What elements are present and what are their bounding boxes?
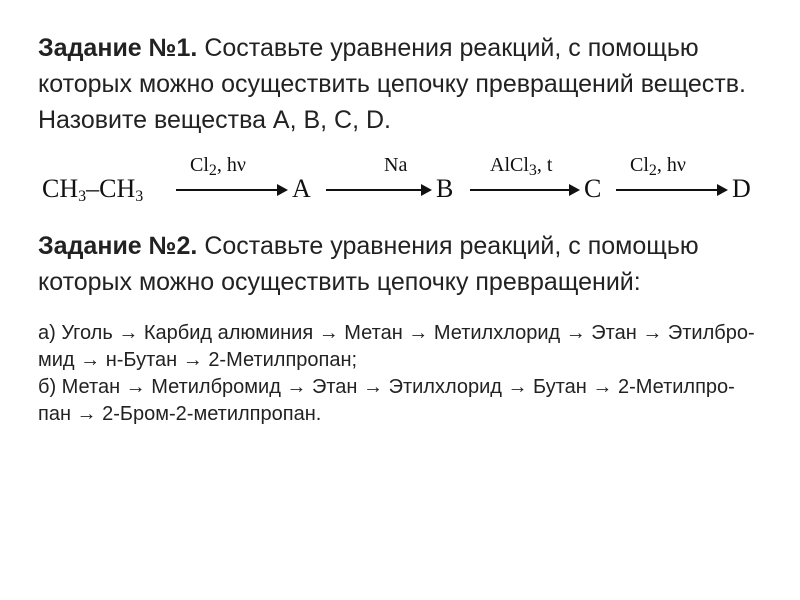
list-item-b-line-2: пан → 2-Бром-2-метилпропан. — [38, 403, 322, 425]
chain-arrow-1 — [176, 189, 286, 191]
chain-product-c: C — [584, 174, 602, 203]
chain-step-1-label: $Cl_2$, hν — [190, 154, 246, 179]
chain-product-d: D — [732, 174, 751, 203]
chain-product-b: B — [436, 174, 454, 203]
list-item-a-line-2: мид → н-Бутан → 2-Метилпропан; — [38, 349, 358, 371]
chain-arrow-2 — [326, 189, 430, 191]
list-item-a-line-1: а) Уголь → Карбид алюминия → Метан → Метилхлорид → Этан → Этилбро- — [38, 322, 755, 344]
task-2-heading: Задание №2. — [38, 232, 198, 260]
chain-product-a: A — [292, 174, 311, 203]
chain-step-4-label: $Cl_2$, hν — [630, 154, 686, 179]
chain-start-formula: $CH_3-CH_3$ — [42, 174, 144, 205]
task-1-text: Составьте уравнения реакций, с помощью которых можно осуществить цепочку превращений веществ. Назовите вещества A, B, C, D. — [38, 34, 746, 134]
task-1-heading: Задание №1. — [38, 34, 198, 62]
reaction-chain — [38, 152, 768, 218]
list-item-b-line-1: б) Метан → Метилбромид → Этан → Этилхлорид → Бутан → 2-Метилпро- — [38, 376, 735, 398]
chain-arrow-3 — [470, 189, 578, 191]
chain-step-3-label: AlCl$_3$, t — [490, 154, 553, 179]
task-1 — [38, 30, 768, 138]
chain-step-2-label: Na — [384, 154, 408, 176]
task-2 — [38, 228, 768, 300]
transformation-list — [38, 320, 768, 428]
chain-arrow-4 — [616, 189, 726, 191]
task-2-text: Составьте уравнения реакций, с помощью которых можно осуществить цепочку превращений: — [38, 232, 699, 296]
